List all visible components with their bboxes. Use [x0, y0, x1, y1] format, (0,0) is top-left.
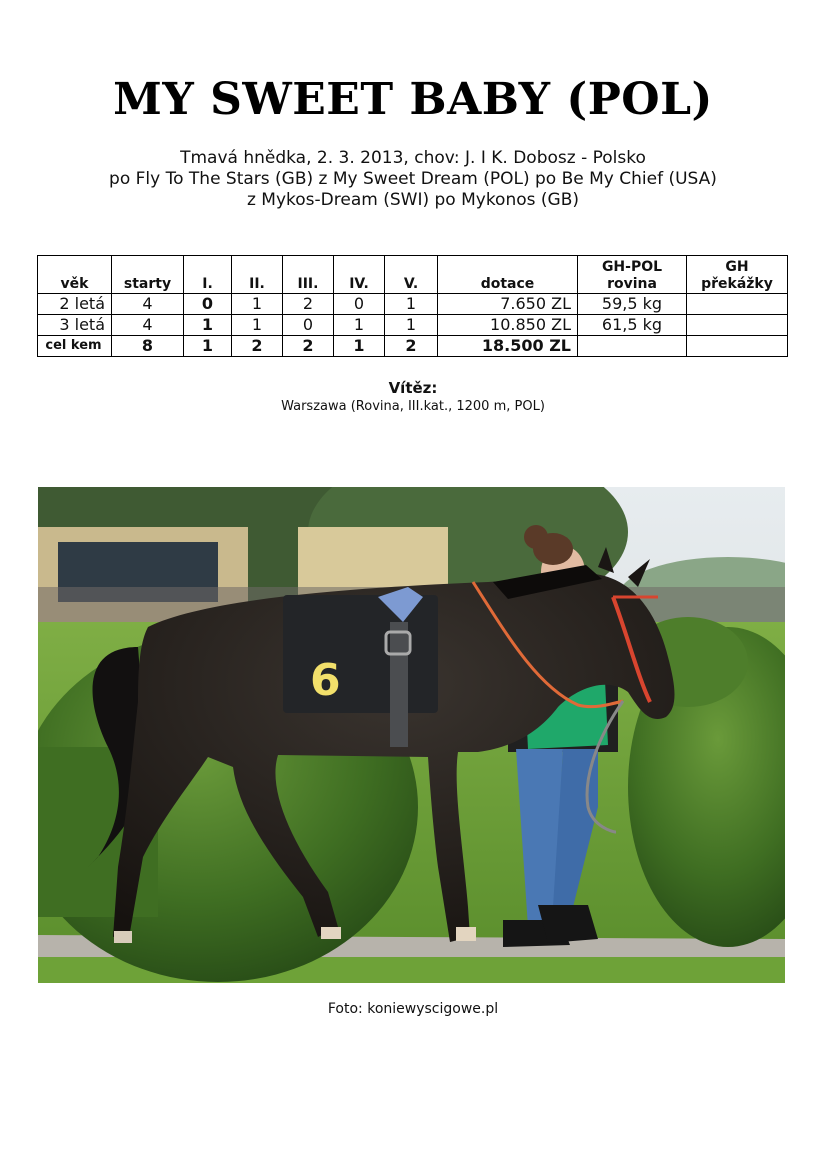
cell-starts: 4: [112, 315, 184, 336]
cell-total-gh-jump: [687, 336, 788, 357]
header-gh-flat-line1: GH-POL: [601, 259, 663, 275]
cell-total-label: cel kem: [38, 336, 112, 357]
header-gh-jump: [687, 256, 788, 294]
cell-gh-flat: 61,5 kg: [578, 315, 687, 336]
cell-total-place-1: 1: [184, 336, 232, 357]
cell-total-starts: 8: [112, 336, 184, 357]
cell-place-4: 1: [334, 315, 385, 336]
saddle-cloth: [283, 595, 438, 713]
cell-place-2: 1: [232, 315, 283, 336]
header-place-1: I.: [184, 256, 232, 294]
cell-place-3: 0: [283, 315, 334, 336]
cell-place-5: 1: [385, 315, 438, 336]
cell-total-prize: 18.500 ZL: [438, 336, 578, 357]
header-gh-flat-line2: rovina: [607, 276, 657, 292]
cell-gh-jump: [687, 315, 788, 336]
cell-total-place-5: 2: [385, 336, 438, 357]
cell-gh-flat: 59,5 kg: [578, 294, 687, 315]
cell-gh-jump: [687, 294, 788, 315]
winner-race: Warszawa (Rovina, III.kat., 1200 m, POL): [281, 399, 545, 414]
table-row: [38, 315, 788, 336]
table-total-row: [38, 336, 788, 357]
cell-place-5: 1: [385, 294, 438, 315]
table-header-row: [38, 256, 788, 294]
cell-place-1: 0: [184, 294, 232, 315]
saddle-cloth-number: 6: [310, 655, 341, 706]
header-starts: starty: [112, 256, 184, 294]
cell-place-2: 1: [232, 294, 283, 315]
race-stats-table: [37, 255, 788, 357]
winner-label: Vítěz:: [388, 379, 438, 397]
header-gh-jump-line2: překážky: [701, 276, 773, 292]
cell-total-place-2: 2: [232, 336, 283, 357]
horse-photo: [38, 487, 785, 983]
cell-place-3: 2: [283, 294, 334, 315]
table-row: [38, 294, 788, 315]
header-place-4: IV.: [334, 256, 385, 294]
header-gh-flat: [578, 256, 687, 294]
header-place-2: II.: [232, 256, 283, 294]
horse-name: MY SWEET BABY (POL): [113, 74, 713, 125]
pedigree-line: z Mykos-Dream (SWI) po Mykonos (GB): [246, 190, 579, 210]
cell-prize: 7.650 ZL: [438, 294, 578, 315]
cell-place-1: 1: [184, 315, 232, 336]
header-age: věk: [38, 256, 112, 294]
cell-total-place-3: 2: [283, 336, 334, 357]
cell-starts: 4: [112, 294, 184, 315]
header-place-5: V.: [385, 256, 438, 294]
pedigree-block: [0, 148, 826, 211]
header-place-3: III.: [283, 256, 334, 294]
photo-caption: Foto: koniewyscigowe.pl: [327, 1001, 499, 1017]
cell-age: 3 letá: [38, 315, 112, 336]
pedigree-line: po Fly To The Stars (GB) z My Sweet Dream (POL) po Be My Chief (USA): [109, 169, 717, 189]
cell-total-gh-flat: [578, 336, 687, 357]
cell-age: 2 letá: [38, 294, 112, 315]
pedigree-line: Tmavá hnědka, 2. 3. 2013, chov: J. I K. Dobosz - Polsko: [180, 148, 646, 168]
cell-place-4: 0: [334, 294, 385, 315]
header-gh-jump-line1: GH: [725, 259, 749, 275]
header-prize: dotace: [438, 256, 578, 294]
cell-prize: 10.850 ZL: [438, 315, 578, 336]
cell-total-place-4: 1: [334, 336, 385, 357]
